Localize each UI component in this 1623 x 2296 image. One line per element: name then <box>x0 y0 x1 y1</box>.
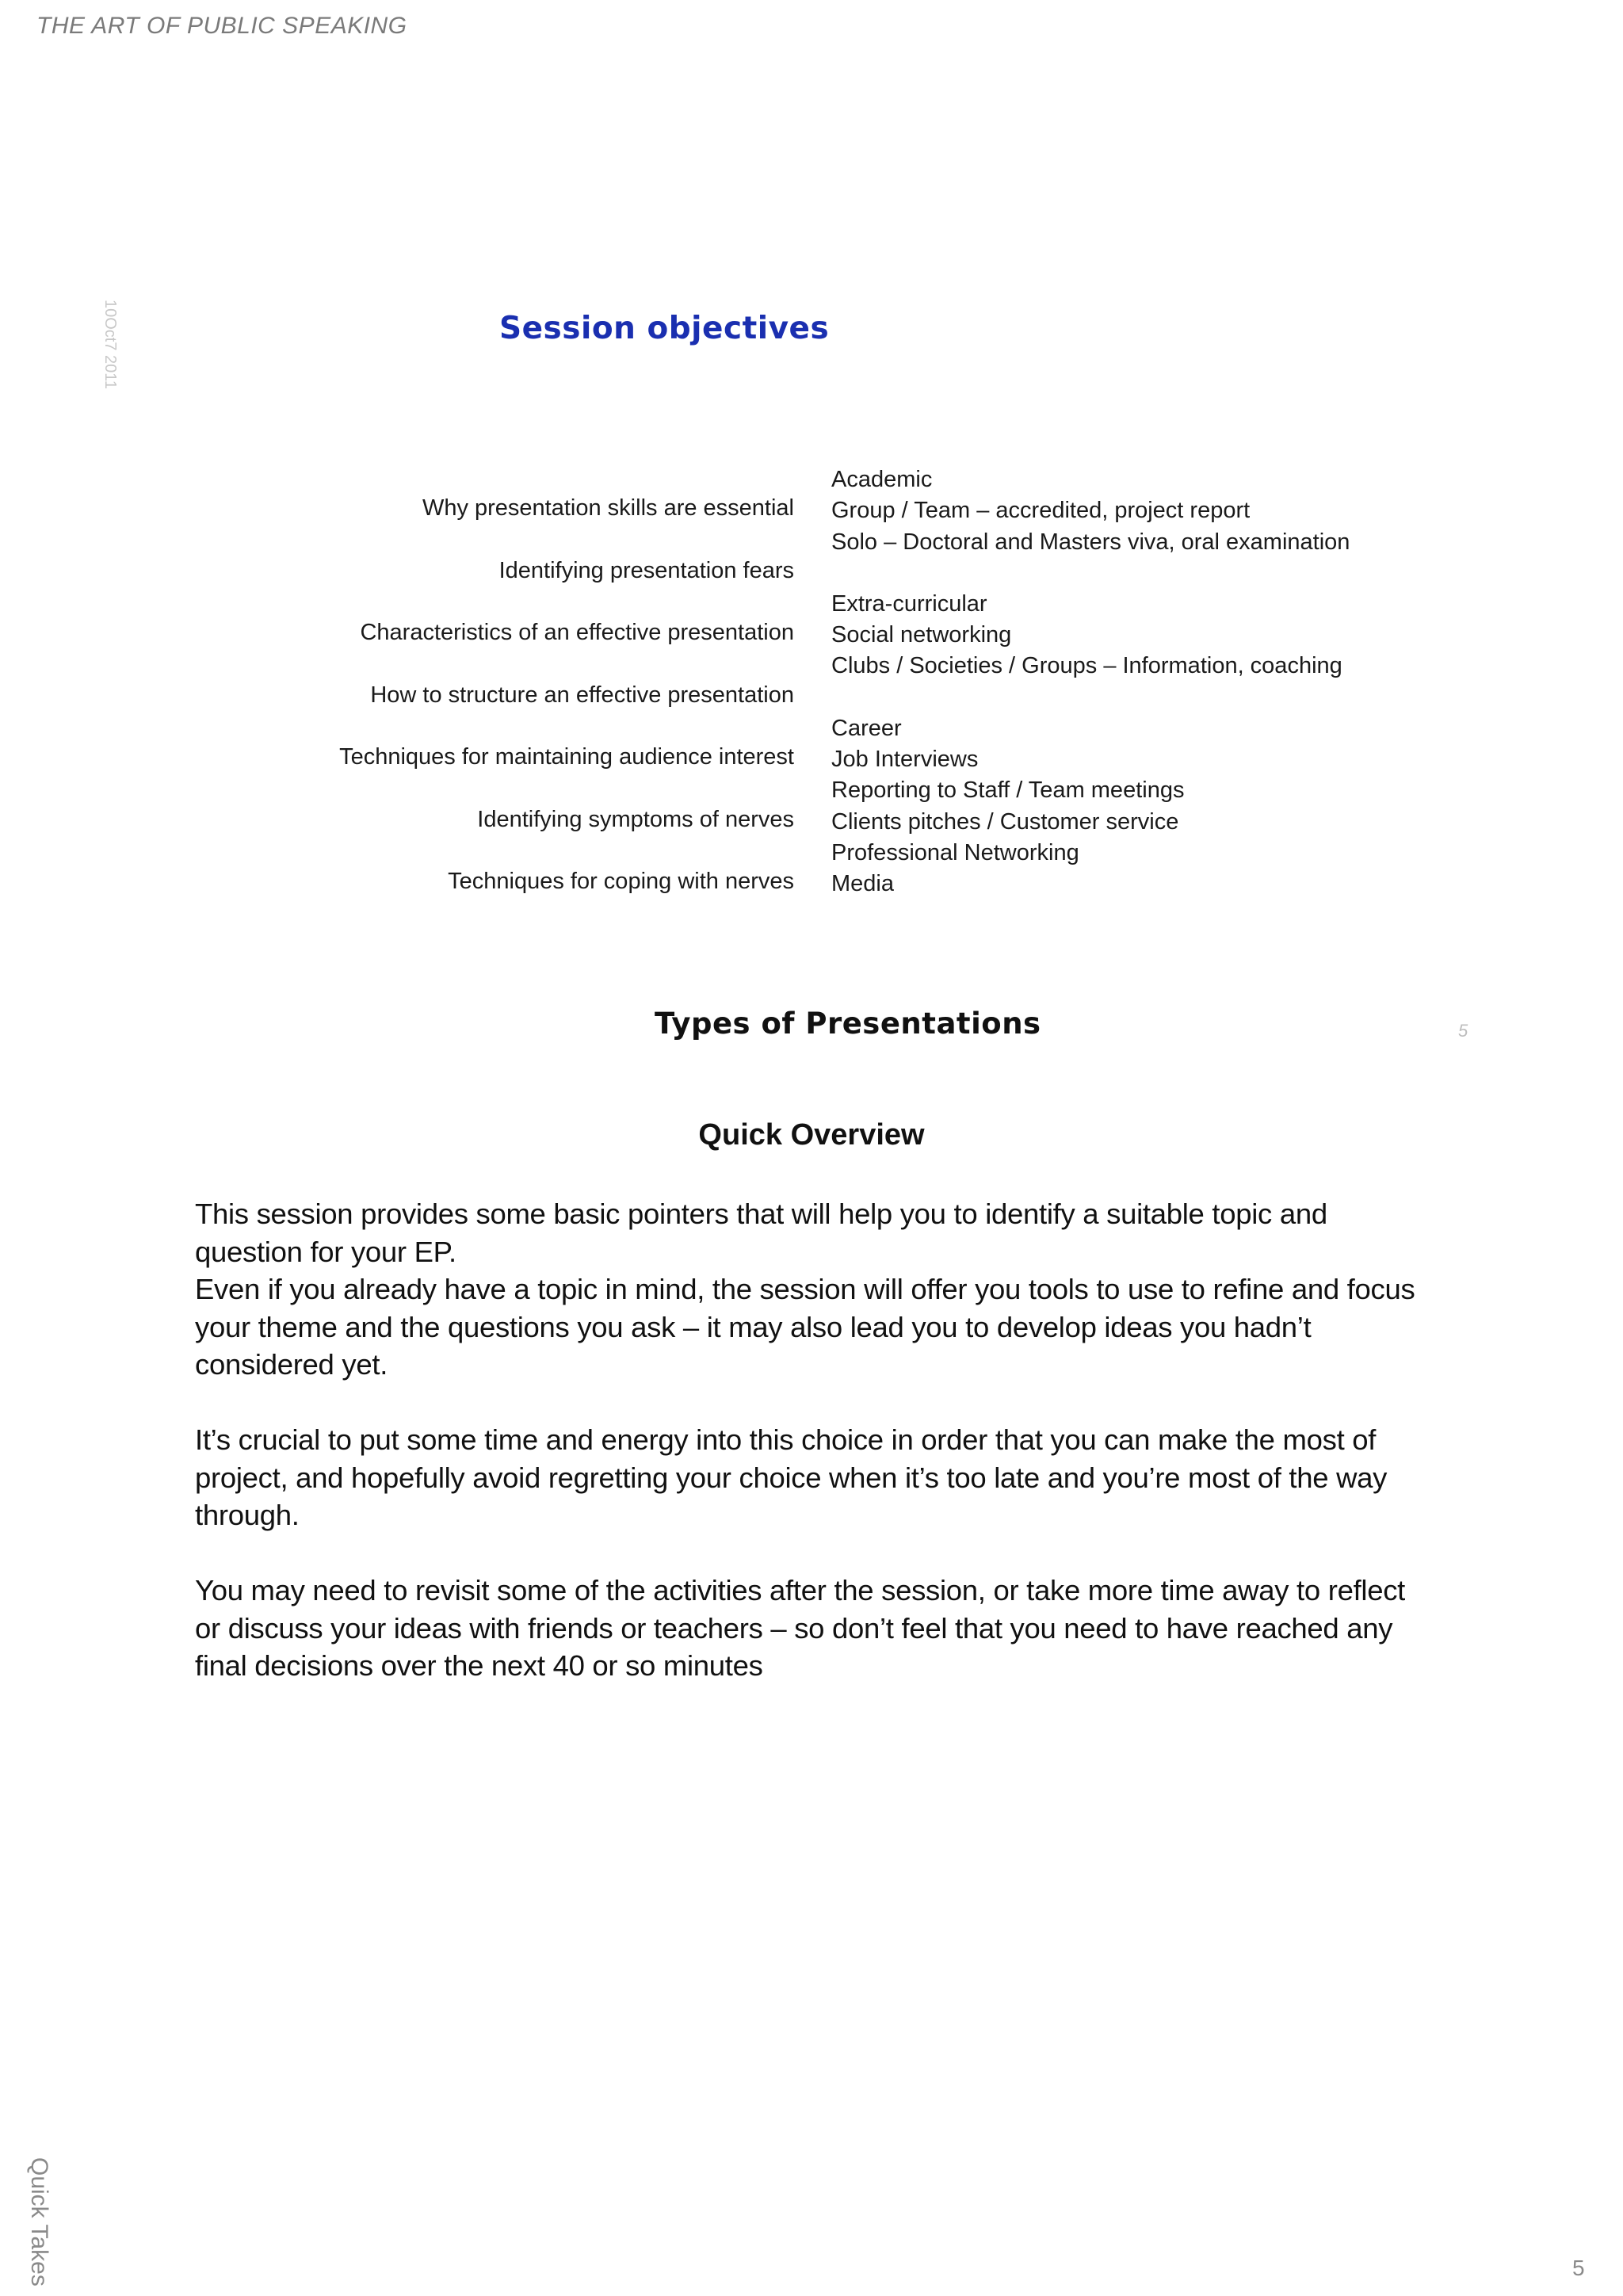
type-item: Group / Team – accredited, project report <box>831 498 1251 524</box>
type-item: Clients pitches / Customer service <box>831 808 1179 835</box>
type-item: Media <box>831 871 894 897</box>
type-item: Academic <box>831 467 933 492</box>
objective-item: Why presentation skills are essential <box>422 495 794 521</box>
objective-item: Techniques for maintaining audience interest <box>339 744 794 770</box>
objective-item: Identifying symptoms of nerves <box>477 806 794 832</box>
objective-item: Identifying presentation fears <box>498 557 794 583</box>
types-title: Types of Presentations <box>655 1007 1041 1041</box>
overview-paragraph: It’s crucial to put some time and energy into this choice in order that you can make the most of project, and hopefully avoid regretting your choice when it’s too late and you’re most of the way through. <box>195 1423 1388 1531</box>
type-item: Extra-curricular <box>831 590 987 617</box>
type-item: Professional Networking <box>831 839 1079 865</box>
objectives-list <box>339 477 794 913</box>
presentation-types-list <box>831 464 1350 931</box>
type-item: Job Interviews <box>831 747 979 773</box>
type-item: Solo – Doctoral and Masters viva, oral examination <box>831 529 1350 555</box>
objective-item: Techniques for coping with nerves <box>448 869 794 894</box>
slide-title: Session objectives <box>499 311 830 346</box>
overview-paragraph: You may need to revisit some of the activities after the session, or take more time away to reflect or discuss your ideas with friends or teachers – so don’t feel that you need to have reached any final decisions over the next 40 or so minutes <box>195 1574 1406 1682</box>
objective-item: How to structure an effective presentation <box>370 682 794 708</box>
type-item: Reporting to Staff / Team meetings <box>831 777 1185 804</box>
side-footer-label: Quick Takes <box>26 2157 52 2286</box>
running-header: THE ART OF PUBLIC SPEAKING <box>36 13 407 39</box>
objective-item: Characteristics of an effective presentation <box>360 620 794 645</box>
overview-paragraph: This session provides some basic pointers that will help you to identify a suitable topic and question for your EP. Even if you already have a topic in mind, the session will offer you tools to use to refine and focus your theme and the questions you ask – it may also lead you to develop ideas you hadn’t considered yet. <box>195 1198 1415 1381</box>
type-item: Clubs / Societies / Groups – Information, coaching <box>831 653 1342 679</box>
page-number: 5 <box>1572 2256 1585 2280</box>
slide-number: 5 <box>1458 1021 1468 1041</box>
type-item: Social networking <box>831 622 1012 648</box>
type-item: Career <box>831 715 902 741</box>
types-group-academic <box>831 464 1350 558</box>
types-group-career <box>831 713 1350 900</box>
overview-body <box>195 1195 1431 1722</box>
overview-title: Quick Overview <box>698 1118 925 1152</box>
slide-date-stamp: 10Oct7 2011 <box>101 300 119 390</box>
types-group-extracurricular <box>831 589 1350 682</box>
